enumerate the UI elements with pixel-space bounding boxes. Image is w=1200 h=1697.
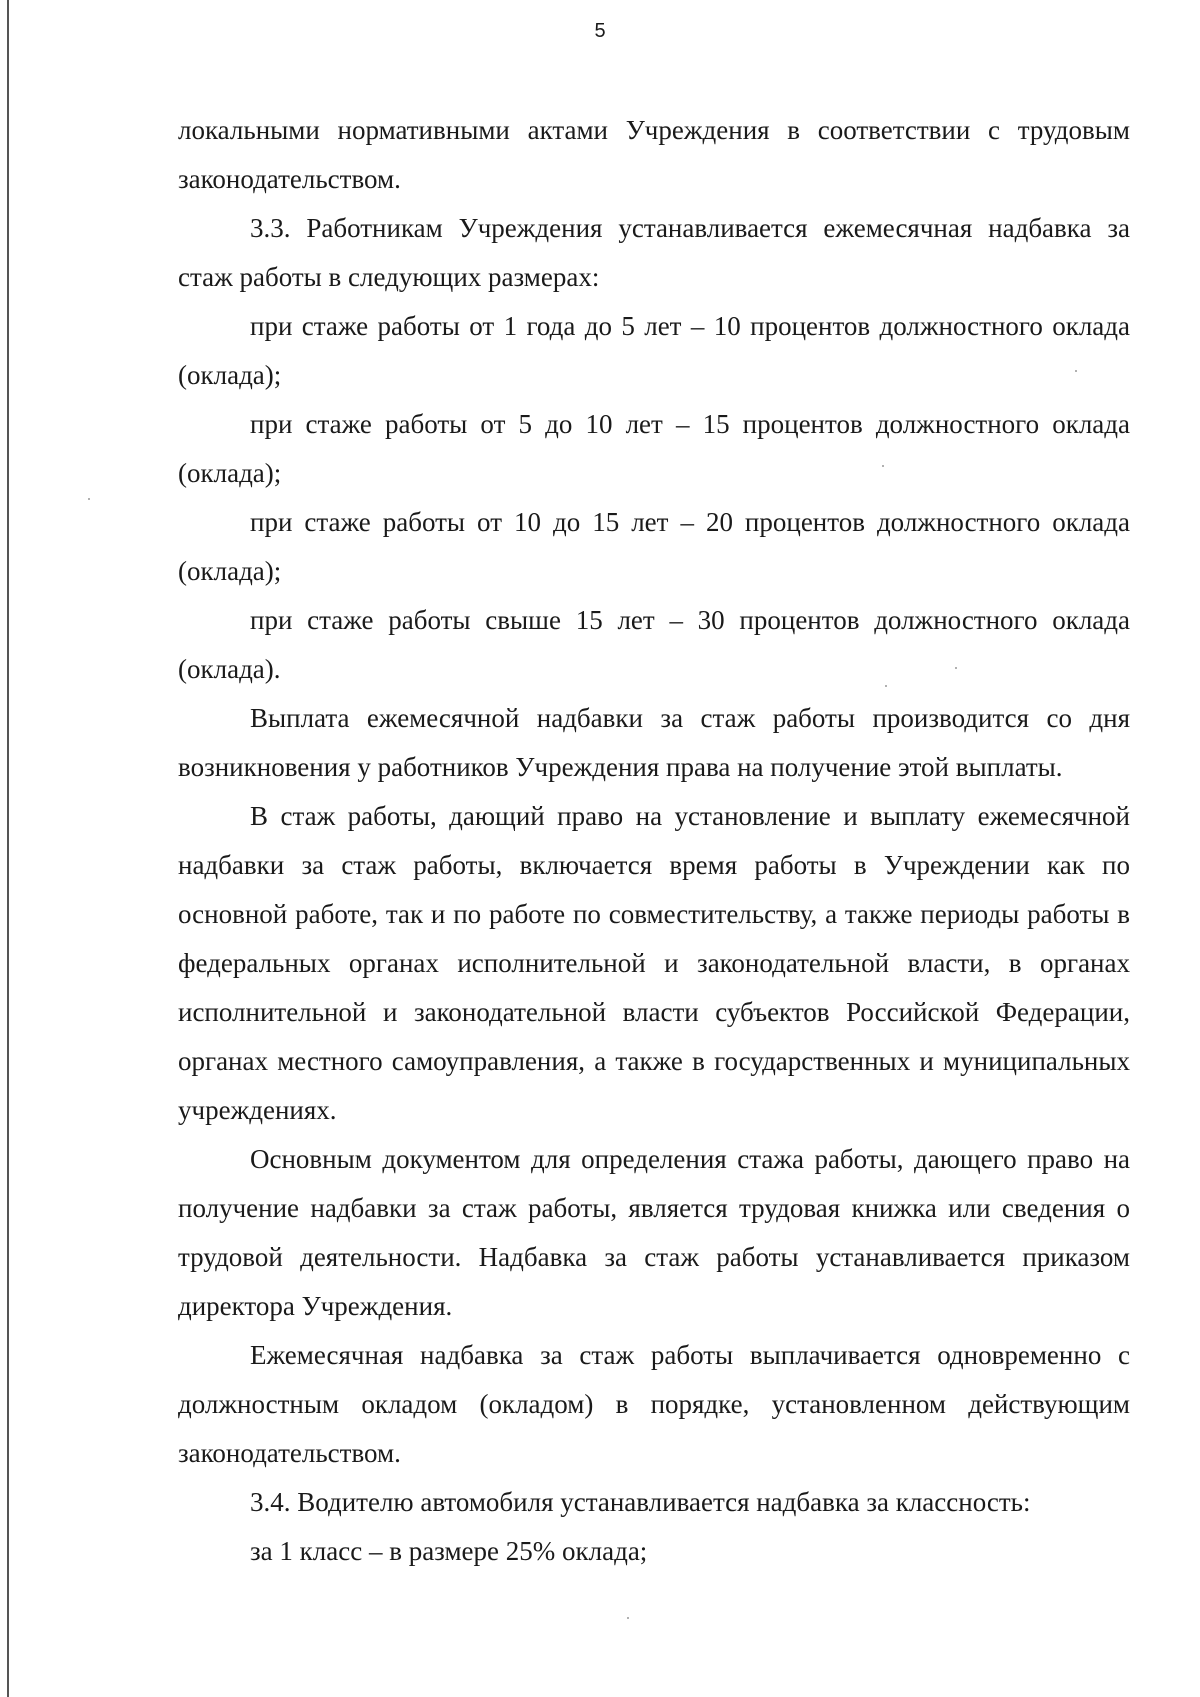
paragraph-class-1: за 1 класс – в размере 25% оклада; <box>250 1536 648 1566</box>
paragraph-seniority-5-10: при стаже работы от 5 до 10 лет – 15 процентов должностного оклада (оклада); <box>178 409 1130 488</box>
document-body <box>178 106 1130 1576</box>
paragraph-payment-start: Выплата ежемесячной надбавки за стаж работы производится со дня возникновения у работников Учреждения права на получение этой выплаты. <box>178 703 1130 782</box>
scan-speck <box>88 498 90 500</box>
paragraph-seniority-10-15: при стаже работы от 10 до 15 лет – 20 процентов должностного оклада (оклада); <box>178 507 1130 586</box>
paragraph-seniority-inclusion: В стаж работы, дающий право на установление и выплату ежемесячной надбавки за стаж работы, включается время работы в Учреждении как по основной работе, так и по работе по совместительству, а также периоды работы в федеральных органах исполнительной и законодательной власти, в органах исполнительной и законодательной власти субъектов Российской Федерации, органах местного самоуправления, а также в государственных и муниципальных учреждениях. <box>178 801 1130 1125</box>
page-number: 5 <box>594 20 606 42</box>
scan-speck <box>882 465 884 467</box>
scan-speck <box>955 667 957 669</box>
scan-left-border <box>7 0 9 1697</box>
paragraph-seniority-over-15: при стаже работы свыше 15 лет – 30 процентов должностного оклада (оклада). <box>178 605 1130 684</box>
scan-speck <box>1075 370 1077 372</box>
paragraph-monthly-payment: Ежемесячная надбавка за стаж работы выплачивается одновременно с должностным окладом (окладом) в порядке, установленном действующим законодательством. <box>178 1340 1130 1468</box>
paragraph-continuation: локальными нормативными актами Учреждения в соответствии с трудовым законодательством. <box>178 115 1130 194</box>
scan-speck <box>627 1617 629 1619</box>
paragraph-seniority-1-5: при стаже работы от 1 года до 5 лет – 10 процентов должностного оклада (оклада); <box>178 311 1130 390</box>
paragraph-3-4-driver: 3.4. Водителю автомобиля устанавливается надбавка за классность: <box>250 1487 1031 1517</box>
scan-speck <box>885 685 887 687</box>
paragraph-main-document: Основным документом для определения стажа работы, дающего право на получение надбавки за стаж работы, является трудовая книжка или сведения о трудовой деятельности. Надбавка за стаж работы устанавливается приказом директора Учреждения. <box>178 1144 1130 1321</box>
paragraph-3-3-intro: 3.3. Работникам Учреждения устанавливается ежемесячная надбавка за стаж работы в следующих размерах: <box>178 213 1130 292</box>
